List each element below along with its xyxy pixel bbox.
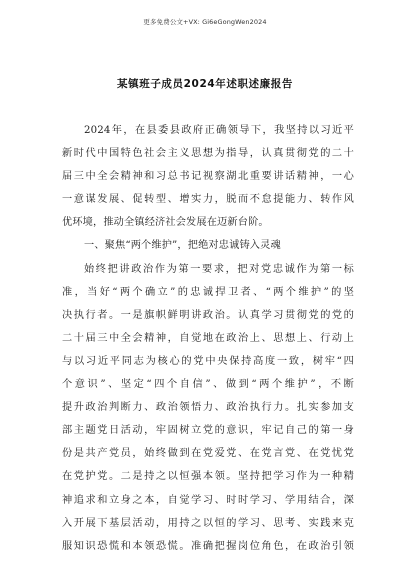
section-heading: 一、聚焦“两个维护”，把绝对忠诚铸入灵魂	[84, 240, 281, 252]
paragraph-line: 新时代中国特色社会主义思想为指导，认真贯彻党的二十	[62, 148, 354, 160]
paragraph-line: 优环境，推动全镇经济社会发展在迈新台阶。	[62, 217, 269, 229]
paragraph-line: 服知识恐慌和本领恐慌。准确把握岗位角色，在政治引领	[62, 540, 354, 552]
paragraph-line: 个意识”、坚定“四个自信”、做到“两个维护”，不断	[62, 379, 354, 391]
paragraph-line: 决执行者。一是旗帜鲜明讲政治。认真学习贯彻党的党的	[62, 309, 354, 321]
paragraph-line: 2024年，在县委县政府正确领导下，我坚持以习近平	[84, 125, 354, 136]
paragraph-line: 始终把讲政治作为第一要求，把对党忠诚作为第一标	[84, 263, 354, 275]
paragraph-line: 神追求和立身之本，自觉学习、时时学习、学用结合，深	[62, 494, 354, 506]
paragraph-line: 一意谋发展、促转型、增实力，脱而不怠提能力、转作风	[62, 194, 354, 206]
paragraph-line: 在党护党。二是持之以恒强本领。坚持把学习作为一种精	[62, 471, 354, 483]
paragraph-line: 二十届三中全会精神，自觉地在政治上、思想上、行动上	[62, 332, 354, 344]
document-body	[62, 119, 354, 558]
paragraph-line: 准，当好“两个确立”的忠诚捍卫者、“两个维护”的坚	[62, 286, 354, 298]
paragraph-line: 与以习近平同志为核心的党中央保持高度一致，树牢“四	[62, 355, 354, 367]
header-note: 更多免费公文+VX: Gi6eGongWen2024	[143, 18, 267, 26]
paragraph-line: 届三中全会精神和习总书记视察湖北重要讲话精神，一心	[62, 171, 354, 183]
paragraph-line: 入开展下基层活动，用持之以恒的学习、思考、实践来克	[62, 517, 354, 529]
paragraph-line: 份是共产党员，始终做到在党爱党、在党言党、在党忧党	[62, 448, 354, 460]
paragraph-line: 提升政治判断力、政治领悟力、政治执行力。扎实参加支	[62, 402, 354, 414]
document-title: 某镇班子成员2024年述职述廉报告	[117, 78, 293, 90]
paragraph-line: 部主题党日活动，牢固树立党的意识，牢记自己的第一身	[62, 425, 354, 437]
